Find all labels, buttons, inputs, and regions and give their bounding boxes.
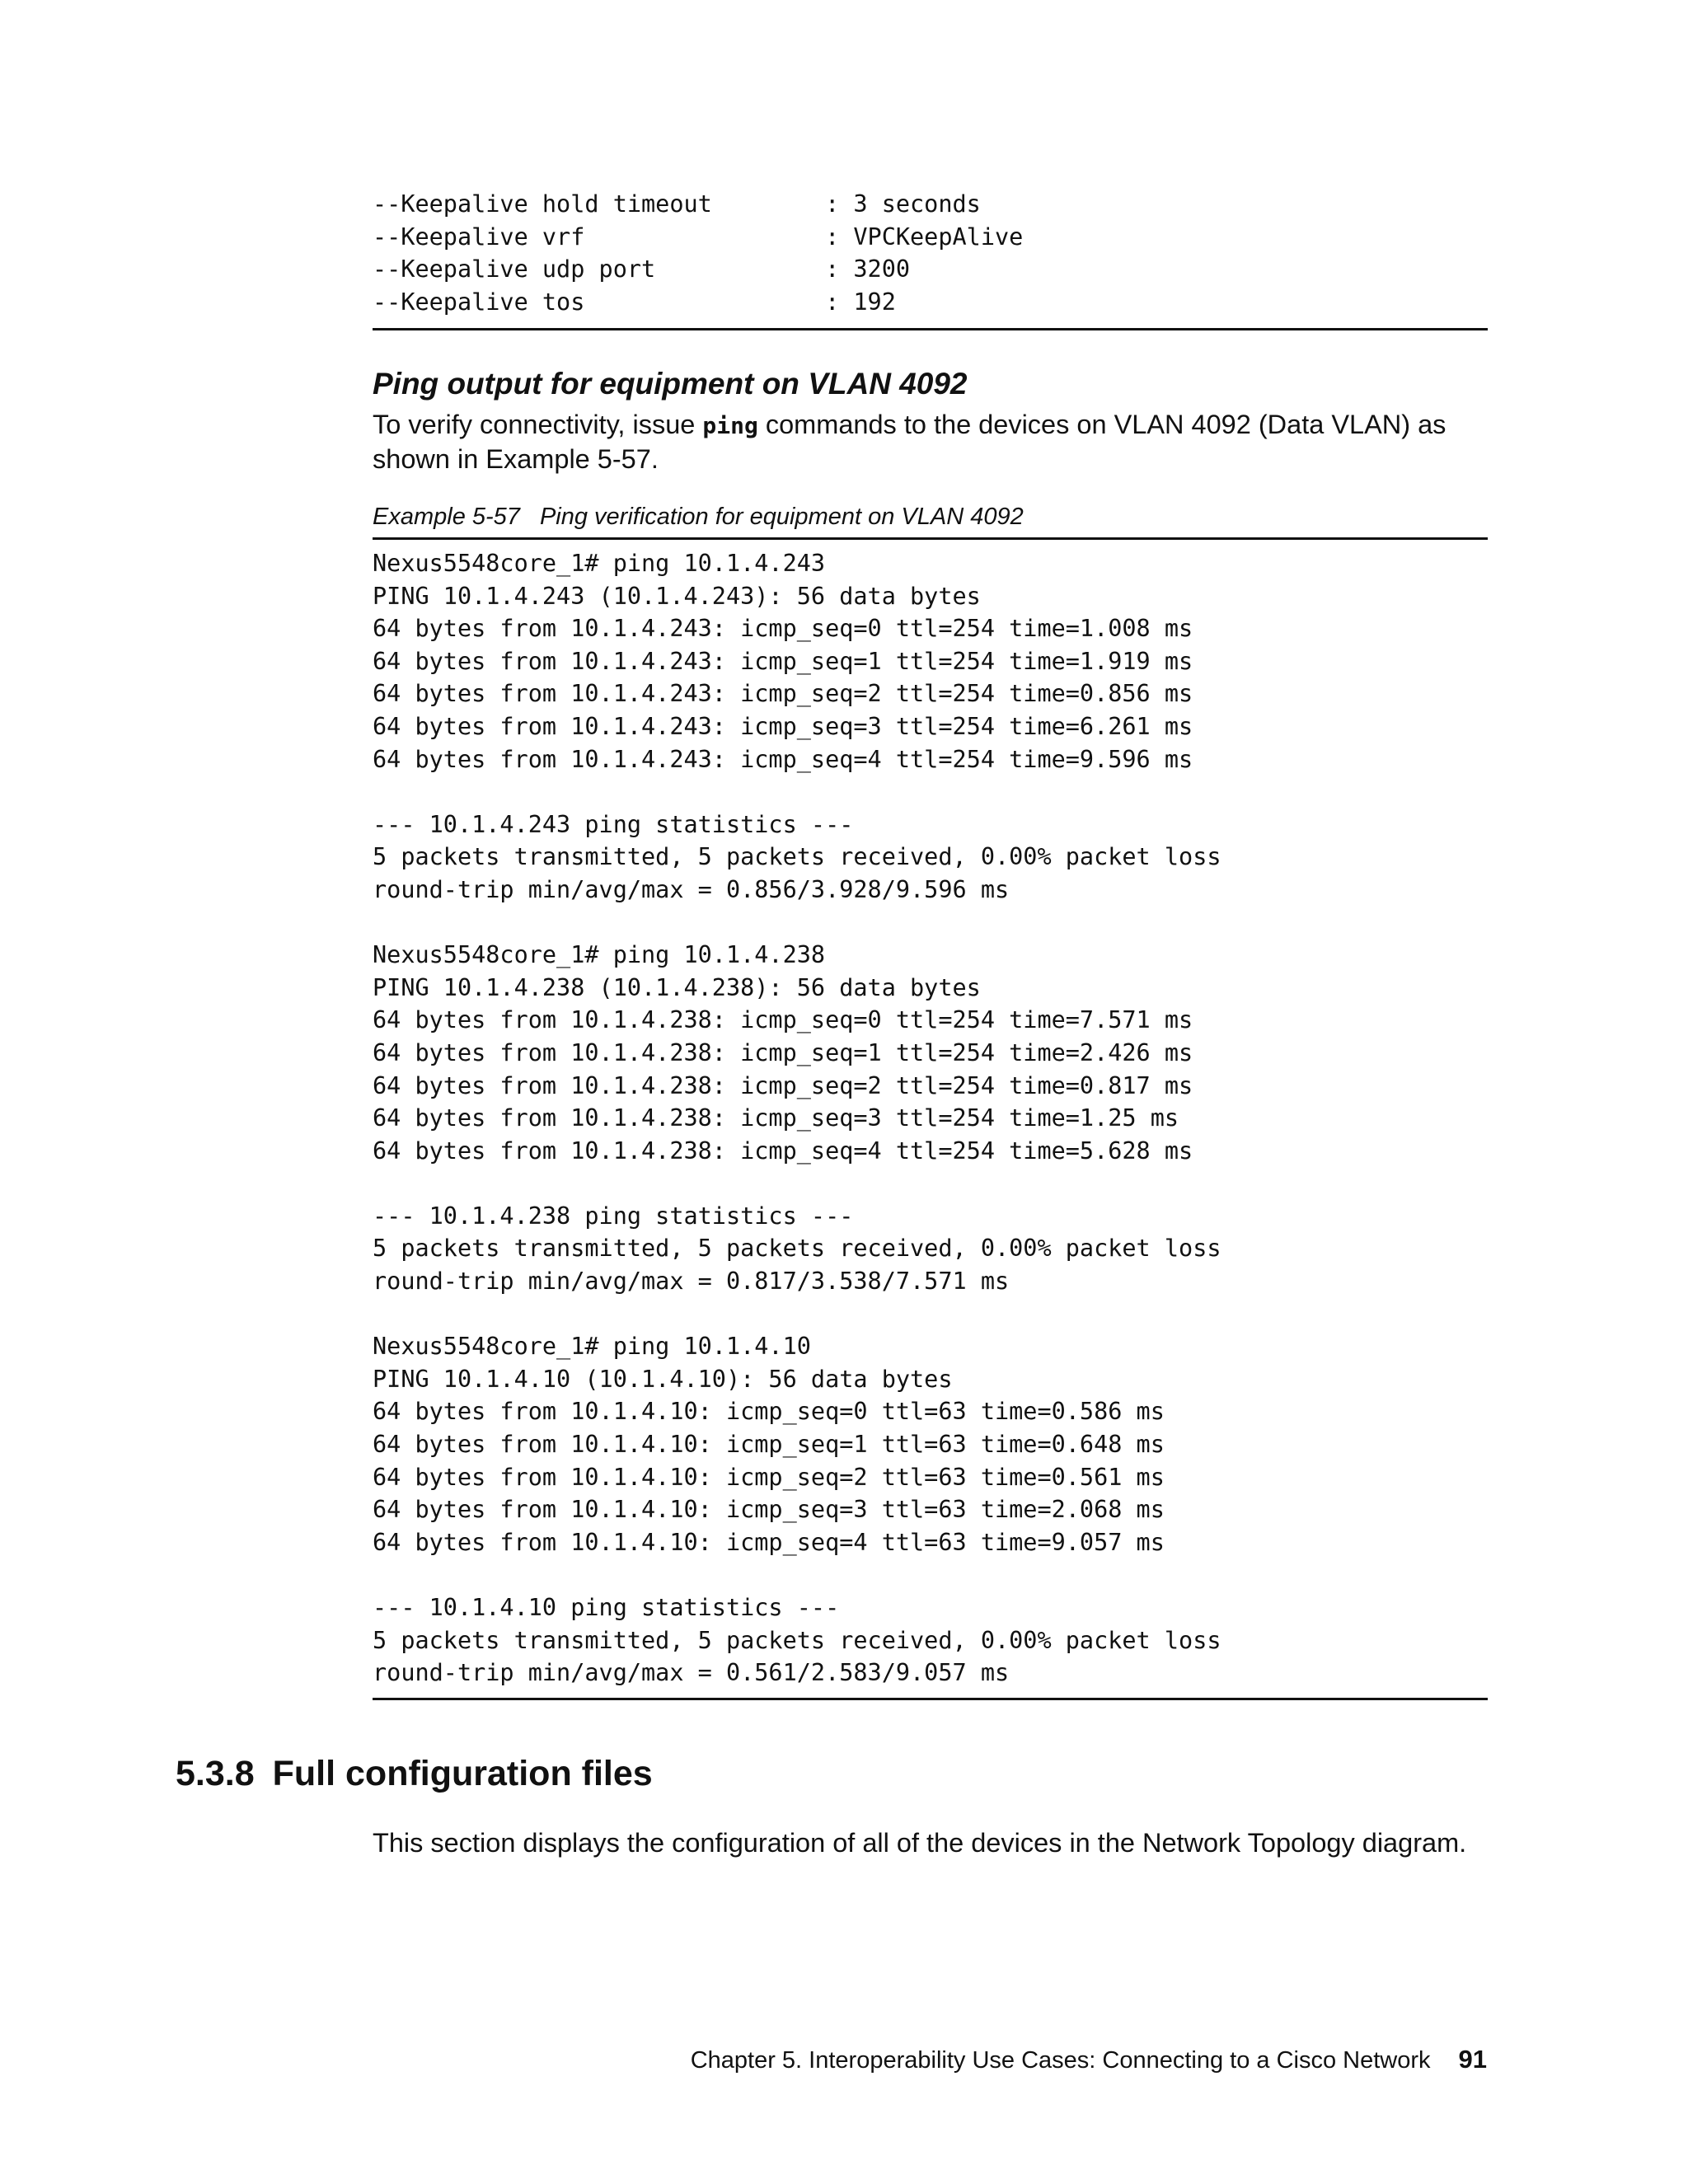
code-line: --Keepalive udp port : 3200 xyxy=(373,255,911,284)
code-line: 64 bytes from 10.1.4.10: icmp_seq=2 ttl=63 time=0.561 ms xyxy=(373,1463,1165,1491)
code-line xyxy=(373,776,1488,808)
page-number: 91 xyxy=(1458,2045,1487,2074)
code-line: 5 packets transmitted, 5 packets received, 0.00% packet loss xyxy=(373,1235,1221,1263)
code-line: 64 bytes from 10.1.4.10: icmp_seq=3 ttl=63 time=2.068 ms xyxy=(373,1496,1165,1524)
code-line: 64 bytes from 10.1.4.243: icmp_seq=1 ttl=254 time=1.919 ms xyxy=(373,647,1193,675)
code-line: Nexus5548core_1# ping 10.1.4.10 xyxy=(373,1333,811,1361)
code-line: PING 10.1.4.243 (10.1.4.243): 56 data bytes xyxy=(373,582,981,610)
code-line: 5 packets transmitted, 5 packets received, 0.00% packet loss xyxy=(373,1626,1221,1654)
inline-command: ping xyxy=(702,412,758,439)
code-line: 64 bytes from 10.1.4.10: icmp_seq=1 ttl=63 time=0.648 ms xyxy=(373,1431,1165,1459)
code-line: --- 10.1.4.243 ping statistics --- xyxy=(373,810,854,838)
intro-paragraph xyxy=(373,408,1488,476)
code-line: Nexus5548core_1# ping 10.1.4.238 xyxy=(373,941,826,969)
code-line: 64 bytes from 10.1.4.238: icmp_seq=0 ttl=254 time=7.571 ms xyxy=(373,1006,1193,1034)
code-line xyxy=(373,907,1488,940)
code-line: --- 10.1.4.10 ping statistics --- xyxy=(373,1594,840,1621)
code-line: 64 bytes from 10.1.4.243: icmp_seq=2 ttl=254 time=0.856 ms xyxy=(373,680,1193,708)
code-line xyxy=(373,1298,1488,1331)
code-line: round-trip min/avg/max = 0.817/3.538/7.571 ms xyxy=(373,1268,1010,1296)
code-line: 64 bytes from 10.1.4.10: icmp_seq=4 ttl=63 time=9.057 ms xyxy=(373,1528,1165,1556)
example-start-rule xyxy=(373,537,1488,540)
example-code-block xyxy=(373,547,1488,1690)
keepalive-output-block xyxy=(373,188,1488,318)
code-line: 5 packets transmitted, 5 packets received, 0.00% packet loss xyxy=(373,843,1221,871)
code-line: PING 10.1.4.238 (10.1.4.238): 56 data bytes xyxy=(373,973,981,1001)
code-line: 64 bytes from 10.1.4.238: icmp_seq=1 ttl=254 time=2.426 ms xyxy=(373,1038,1193,1066)
code-line: 64 bytes from 10.1.4.10: icmp_seq=0 ttl=63 time=0.586 ms xyxy=(373,1398,1165,1426)
example-end-rule xyxy=(373,328,1488,330)
section-heading xyxy=(176,1752,653,1795)
example-title: Ping verification for equipment on VLAN 4092 xyxy=(539,504,1024,530)
code-line: 64 bytes from 10.1.4.243: icmp_seq=0 ttl=254 time=1.008 ms xyxy=(373,615,1193,643)
code-line: Nexus5548core_1# ping 10.1.4.243 xyxy=(373,550,826,577)
footer-chapter-title: Chapter 5. Interoperability Use Cases: Connecting to a Cisco Network xyxy=(690,2047,1431,2074)
code-line: 64 bytes from 10.1.4.238: icmp_seq=2 ttl=254 time=0.817 ms xyxy=(373,1071,1193,1099)
code-line: 64 bytes from 10.1.4.238: icmp_seq=4 ttl=254 time=5.628 ms xyxy=(373,1137,1193,1165)
example-caption xyxy=(373,502,1488,532)
code-line: --Keepalive vrf : VPCKeepAlive xyxy=(373,223,1024,251)
code-line: round-trip min/avg/max = 0.856/3.928/9.596 ms xyxy=(373,875,1010,903)
example-end-rule xyxy=(373,1698,1488,1700)
code-line xyxy=(373,1558,1488,1591)
code-line: PING 10.1.4.10 (10.1.4.10): 56 data bytes xyxy=(373,1365,953,1393)
code-line: --- 10.1.4.238 ping statistics --- xyxy=(373,1202,854,1230)
intro-text-after: commands to the devices on VLAN 4092 (Data VLAN) as shown in Example 5-57. xyxy=(373,410,1447,474)
code-line: 64 bytes from 10.1.4.243: icmp_seq=3 ttl=254 time=6.261 ms xyxy=(373,712,1193,740)
code-line: --Keepalive hold timeout : 3 seconds xyxy=(373,190,981,218)
section-number: 5.3.8 xyxy=(176,1754,255,1793)
intro-text-before: To verify connectivity, issue xyxy=(373,410,703,439)
code-line: 64 bytes from 10.1.4.243: icmp_seq=4 ttl=254 time=9.596 ms xyxy=(373,745,1193,773)
example-label: Example 5-57 xyxy=(373,504,520,530)
code-line xyxy=(373,1167,1488,1200)
page-footer xyxy=(691,2045,1487,2075)
code-line: round-trip min/avg/max = 0.561/2.583/9.057 ms xyxy=(373,1659,1010,1687)
subsection-heading: Ping output for equipment on VLAN 4092 xyxy=(373,367,968,401)
section-title: Full configuration files xyxy=(272,1754,653,1793)
code-line: 64 bytes from 10.1.4.238: icmp_seq=3 ttl=254 time=1.25 ms xyxy=(373,1104,1179,1132)
section-paragraph: This section displays the configuration of all of the devices in the Network Topology diagram. xyxy=(373,1828,1467,1858)
code-line: --Keepalive tos : 192 xyxy=(373,288,896,316)
